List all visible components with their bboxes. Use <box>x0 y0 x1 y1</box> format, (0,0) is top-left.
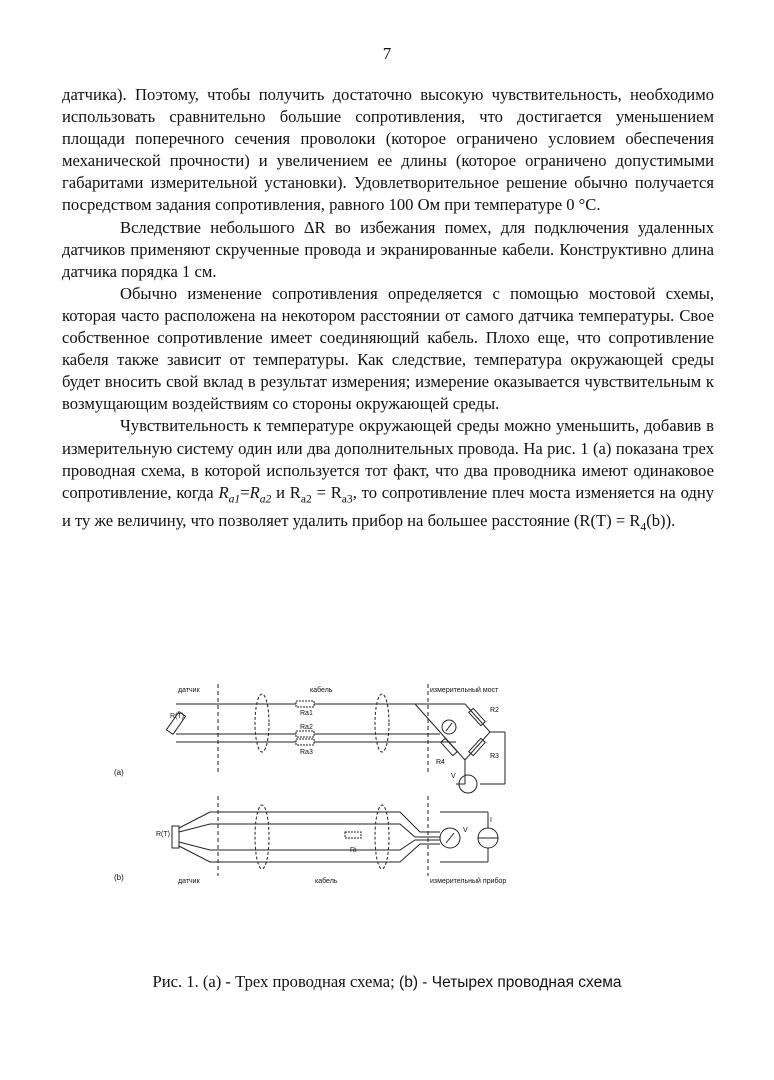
formula-sub-4: 4 <box>640 520 647 534</box>
fig-b-sensor-label: датчик <box>178 878 200 885</box>
fig-a-ra1 <box>296 701 314 707</box>
fig-a-label: (a) <box>114 768 124 777</box>
formula-and: и <box>271 482 290 502</box>
fig-a-galvanometer-needle <box>446 723 452 731</box>
fig-a-ra2 <box>296 731 314 737</box>
fig-a-ra1-label: Ra1 <box>300 710 313 717</box>
formula-sub-a2: a2 <box>259 492 272 505</box>
fig-a-cable-label: кабель <box>310 687 333 694</box>
figure-1 <box>110 672 550 892</box>
fig-a-bridge-label: измерительный мост <box>430 687 499 694</box>
caption-part-b: (b) - Четырех проводная схема <box>394 974 622 991</box>
formula-ra3: R <box>330 482 342 502</box>
formula-sub-a3: a3 <box>341 492 353 505</box>
fig-b-ri <box>345 832 361 838</box>
formula-sub-a1: a1 <box>228 492 241 505</box>
fig-a-shield-1 <box>255 694 269 752</box>
fig-a-v-label: V <box>451 773 456 780</box>
formula-end: (b)). <box>646 511 676 531</box>
fig-a-r4 <box>441 738 458 755</box>
caption-part-a: Рис. 1. (а) - Трех проводная схема; <box>152 972 395 991</box>
fig-b-wire-1 <box>179 812 440 832</box>
paragraph-4-text: Чувствительность к температуре окружающей среды можно уменьшить, добавив в измерительную систему один или два дополнительных провода. На рис. 1 (а) показана трех проводная схема, в которой используется тот факт, что два проводника имеют одинаковое сопротивление, когда <box>62 416 714 502</box>
fig-a-rt-label: R(T) <box>170 713 184 720</box>
fig-a-r2-label: R2 <box>490 707 499 714</box>
figure-caption <box>0 972 774 992</box>
fig-b-voltmeter-needle <box>446 833 454 843</box>
fig-b-rt-label: R(T) <box>156 831 170 838</box>
fig-b-label: (b) <box>114 873 124 882</box>
fig-b-ri-label: Ri <box>350 847 357 854</box>
formula-sub-a2b: a2 <box>300 492 312 505</box>
fig-b-cable-label: кабель <box>315 878 338 885</box>
paragraph-2: Вследствие небольшого ΔR во избежания помех, для подключения удаленных датчиков применяют скрученные провода и экранированные кабели. Конструктивно длина датчика порядка 1 см. <box>62 217 714 281</box>
fig-a-ra2-label: Ra2 <box>300 724 313 731</box>
fig-a-r4-label: R4 <box>436 759 445 766</box>
fig-a-bridge <box>415 704 490 760</box>
circuit-diagram <box>110 672 550 892</box>
paragraph-3: Обычно изменение сопротивления определяется с помощью мостовой схемы, которая часто расположена на некотором расстоянии от самого датчика температуры. Свое собственное сопротивление имеет соединяющий кабель. Плохо еще, что сопротивление кабеля также зависит от температуры. Как следствие, температура окружающей среды будет вносить свой вклад в результат измерения; измерение оказывается чувствительным к возмущающим воздействиям со стороны окружающей среды. <box>62 283 714 414</box>
fig-b-i-label: I <box>490 817 492 824</box>
paragraph-1: датчика). Поэтому, чтобы получить достаточно высокую чувствительность, необходимо использовать сравнительно большие сопротивления, что достигается уменьшением площади поперечного сечения проволоки (которое ограничено условием обеспечения механической прочности) и увеличением ее длины (которое ограничено допустимыми габаритами измерительной установки). Удовлетворительное решение обычно получается посредством задания сопротивления, равного 100 Ом при температуре 0 °C. <box>62 85 714 215</box>
fig-a-ra3-label: Ra3 <box>300 749 313 756</box>
formula-tail: , то сопротивление плеч моста изменяется на одну и ту же величину, что позволяет удалить прибор на большее расстояние (R(T) = R <box>62 482 715 531</box>
formula-ra1: R <box>218 482 229 502</box>
fig-b-device-label: измерительный прибор <box>430 878 507 885</box>
fig-b-rt-resistor <box>172 826 179 848</box>
body-text <box>62 84 714 539</box>
formula-eq1: = <box>240 482 250 502</box>
formula-eq2: = <box>311 482 331 502</box>
fig-b-shield-1 <box>255 805 269 869</box>
formula-ra2b: R <box>289 482 301 502</box>
fig-b-shield-2 <box>375 805 389 869</box>
fig-a-shield-2 <box>375 694 389 752</box>
fig-a-sensor-label: датчик <box>178 687 200 694</box>
fig-a-r3-label: R3 <box>490 753 499 760</box>
paragraph-4 <box>62 415 714 538</box>
fig-b-v-label: V <box>463 827 468 834</box>
fig-a-ra3 <box>296 739 314 745</box>
formula-ra2: R <box>249 482 260 502</box>
page-number: 7 <box>382 44 392 63</box>
